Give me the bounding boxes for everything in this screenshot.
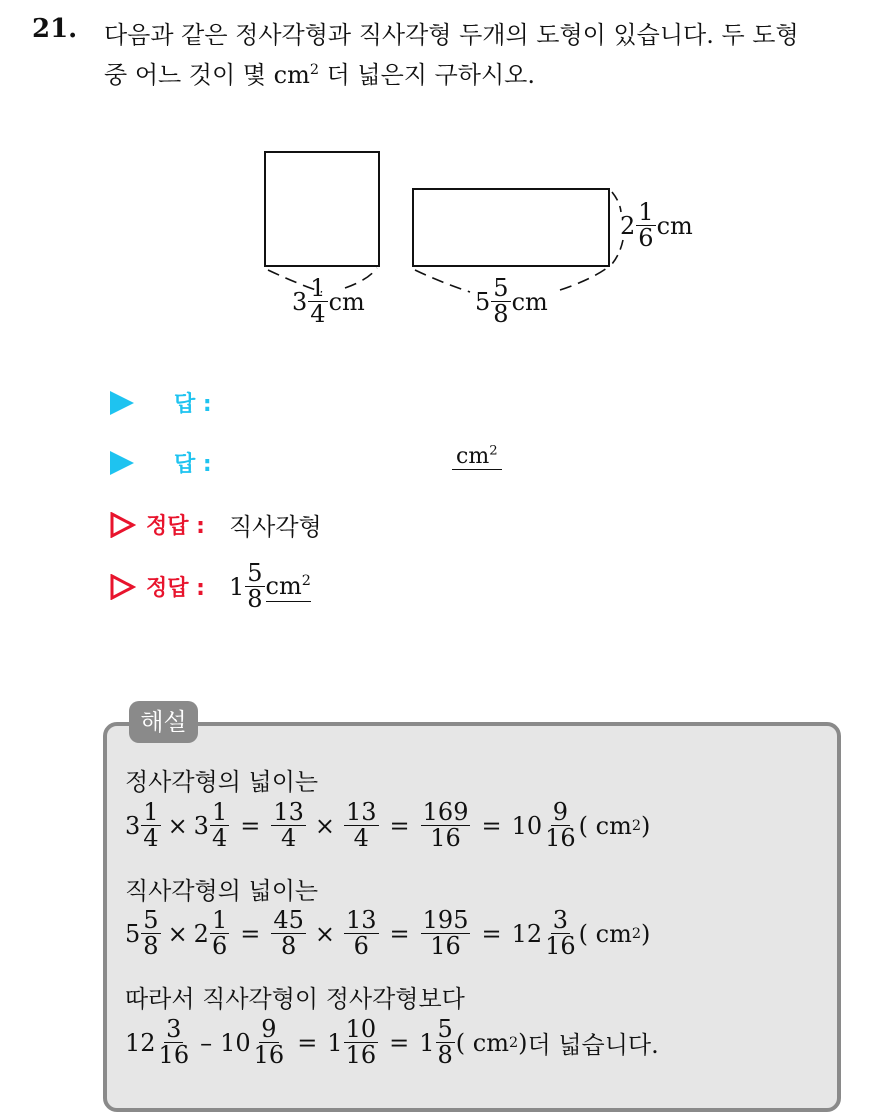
correct-answer-row-2 xyxy=(110,561,311,612)
answer-label: 답 : xyxy=(174,392,212,417)
solution-calc-3: 12 $\frac{3}{16}$ – 10 $\frac{9}{16}$ = 1 $\frac{10}{16}$ = 1 $\frac{5}{8}$ ( cm 2 ) 더 넓습니다. xyxy=(125,1015,659,1070)
solution-calc-2: 5 $\frac{5}{8}$ × 2 $\frac{1}{6}$ = $\frac{45}{8}$ × $\frac{13}{6}$ = $\frac{195}{16}$ = 12 $\frac{3}{16}$ ( cm 2 ) xyxy=(125,906,651,961)
rect-length-label: 5 $\frac{5}{8}$ cm xyxy=(475,274,548,329)
answer-unit-blank: $cm^2$ xyxy=(452,444,502,470)
square-shape xyxy=(265,152,379,266)
outline-triangle-icon xyxy=(110,512,136,538)
solution-line-3: 직사각형의 넓이는 xyxy=(125,877,319,905)
correct-answer-row-1 xyxy=(110,507,322,542)
answer-row-2 xyxy=(110,447,212,478)
triangle-icon xyxy=(110,451,134,475)
correct-answer-1: 직사각형 xyxy=(228,513,322,541)
solution-line-5: 따라서 직사각형이 정사각형보다 xyxy=(125,985,465,1013)
question-text-line1: 다음과 같은 정사각형과 직사각형 두개의 도형이 있습니다. 두 도형 xyxy=(104,21,799,49)
rect-height-label: 2 $\frac{1}{6}$ cm xyxy=(620,198,693,253)
answer-label: 답 : xyxy=(174,452,212,477)
figure xyxy=(0,0,884,360)
correct-answer-label: 정답 : xyxy=(146,514,205,539)
solution-line-1: 정사각형의 넓이는 xyxy=(125,768,319,796)
square-side-label: 3 $\frac{1}{4}$ cm xyxy=(292,274,365,329)
answer-row-1 xyxy=(110,387,212,418)
question-text-line2: 중 어느 것이 몇 $cm^2$ 더 넓은지 구하시오. xyxy=(104,61,535,89)
solution-calc-1: 3 $\frac{1}{4}$ × 3 $\frac{1}{4}$ = $\frac{13}{4}$ × $\frac{13}{4}$ = $\frac{169}{16}$ = 10 $\frac{9}{16}$ ( cm 2 ) xyxy=(125,798,651,853)
correct-answer-label: 정답 : xyxy=(146,576,205,602)
rectangle-shape xyxy=(413,189,609,266)
triangle-icon xyxy=(110,391,134,415)
solution-tag: 해설 xyxy=(129,701,198,743)
outline-triangle-icon xyxy=(110,574,136,600)
correct-answer-2: 1 $\frac{5}{8}$ $cm^2$ xyxy=(228,559,311,614)
question-number: 21. xyxy=(32,14,78,44)
